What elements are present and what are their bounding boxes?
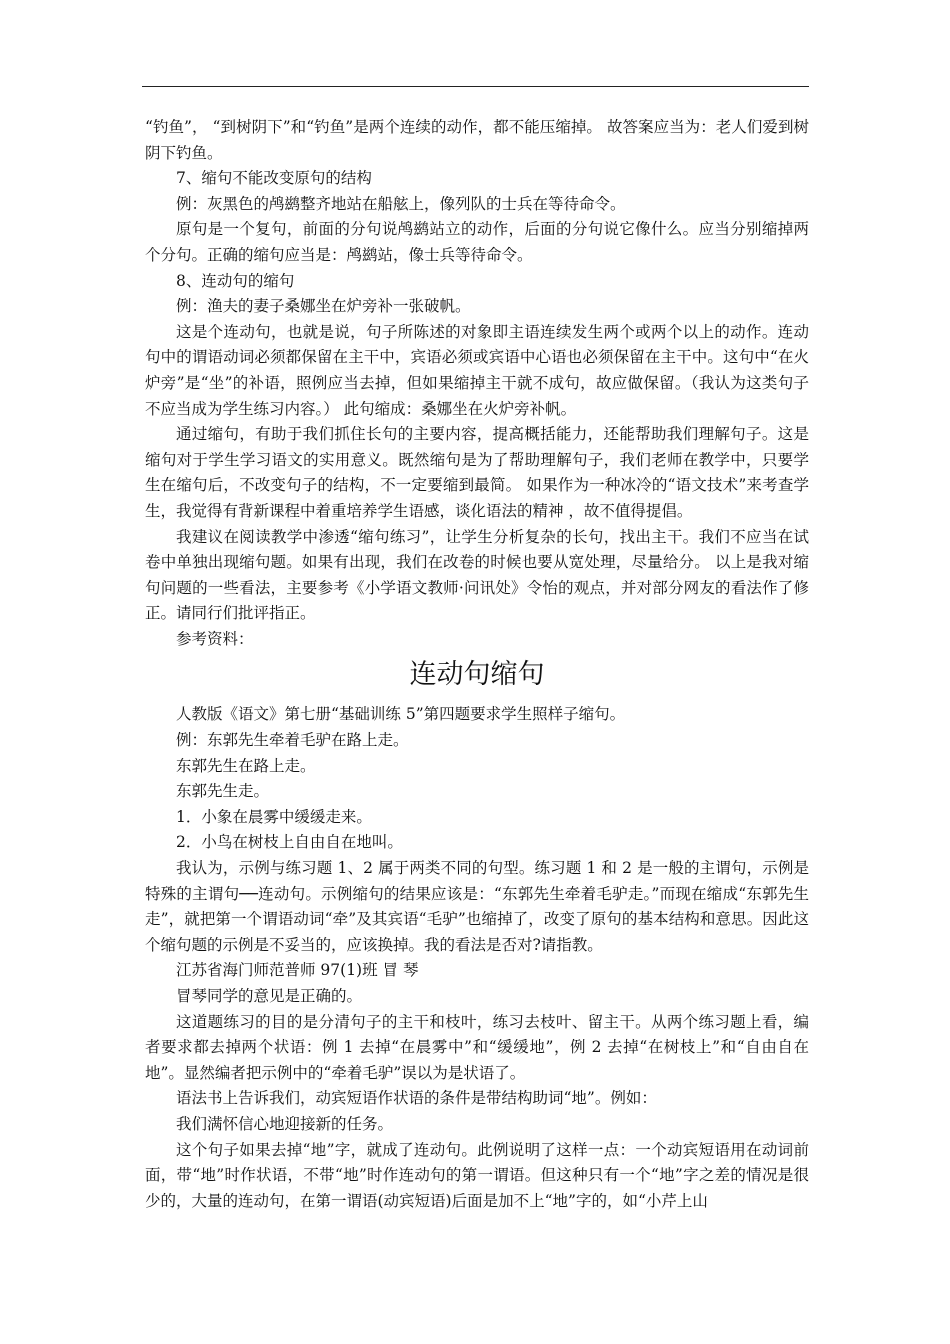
paragraph: 1．小象在晨雾中缓缓走来。: [176, 807, 372, 826]
paragraph: 语法书上告诉我们，动宾短语作状语的条件是带结构助词“地”。例如：: [176, 1089, 657, 1108]
paragraph: 例：灰黑色的鸬鹚整齐地站在船舷上，像列队的士兵在等待命令。: [176, 194, 626, 213]
paragraph: 例：渔夫的妻子桑娜坐在炉旁补一张破帆。: [176, 297, 471, 316]
paragraph: 东郭先生在路上走。: [176, 756, 316, 775]
paragraph: 我认为，示例与练习题 1、2 属于两类不同的句型。练习题 1 和 2 是一般的主谓句，示例是特殊的主谓句──连动句。示例缩句的结果应该是：“东郭先生牵着毛驴走。”而现在缩成“东郭先生走”，就把第一个谓语动词“牵”及其宾语“毛驴”也缩掉了，改变了原句的基本结构和意思。因此这个缩句题的示例是不妥当的，应该换掉。我的看法是否对?请指教。: [145, 859, 809, 954]
paragraph: 原句是一个复句，前面的分句说鸬鹚站立的动作，后面的分句说它像什么。应当分别缩掉两个分句。正确的缩句应当是：鸬鹚站，像士兵等待命令。: [145, 220, 809, 264]
paragraph: 东郭先生走。: [176, 782, 270, 801]
paragraph: 这个句子如果去掉“地”字，就成了连动句。此例说明了这样一点：一个动宾短语用在动词前面，带“地”时作状语，不带“地”时作连动句的第一谓语。但这种只有一个“地”字之差的情况是很少的，大量的连动句，在第一谓语(动宾短语)后面是加不上“地”字的，如“小芹上山: [145, 1140, 809, 1210]
paragraph: 参考资料：: [176, 629, 254, 648]
paragraph: 这是个连动句，也就是说，句子所陈述的对象即主语连续发生两个或两个以上的动作。连动句中的谓语动词必须都保留在主干中，宾语必须或宾语中心语也必须保留在主干中。这句中“在火炉旁”是“坐”的补语，照例应当去掉，但如果缩掉主干就不成句，故应做保留。（我认为这类句子不应当成为学生练习内容。） 此句缩成：桑娜坐在火炉旁补帆。: [145, 322, 809, 418]
paragraph: 人教版《语文》第七册“基础训练 5”第四题要求学生照样子缩句。: [176, 705, 626, 724]
paragraph: 冒琴同学的意见是正确的。: [176, 987, 363, 1005]
header-rule: [142, 86, 809, 87]
section-part2: [145, 702, 809, 1214]
paragraph: 2．小鸟在树枝上自由自在地叫。: [176, 833, 403, 852]
paragraph: “钓鱼”， “到树阴下”和“钓鱼”是两个连续的动作，都不能压缩掉。 故答案应当为：老人们爱到树阴下钓鱼。: [145, 118, 809, 162]
paragraph: 7、缩句不能改变原句的结构: [176, 169, 372, 188]
paragraph: 8、连动句的缩句: [176, 271, 295, 290]
section-part1: [145, 115, 809, 652]
paragraph: 这道题练习的目的是分清句子的主干和枝叶，练习去枝叶、留主干。从两个练习题上看，编者要求都去掉两个状语：例 1 去掉“在晨雾中”和“缓缓地”，例 2 去掉“在树枝上”和“自由自在地”。显然编者把示例中的“牵着毛驴”误以为是状语了。: [145, 1012, 809, 1082]
paragraph: 通过缩句，有助于我们抓住长句的主要内容，提高概括能力，还能帮助我们理解句子。这是缩句对于学生学习语文的实用意义。既然缩句是为了帮助理解句子，我们老师在教学中，只要学生在缩句后，不改变句子的结构，不一定要缩到最简。 如果作为一种冰冷的“语文技术”来考查学生，我觉得有背新课程中着重培养学生语感，谈化语法的精神 ，故不值得提倡。: [145, 425, 809, 520]
document-body: [145, 115, 809, 1214]
paragraph: 江苏省海门师范普师 97(1)班 冒 琴: [176, 961, 419, 980]
paragraph: 例：东郭先生牵着毛驴在路上走。: [176, 731, 409, 750]
section-title: 连动句缩句: [409, 659, 545, 691]
paragraph: 我们满怀信心地迎接新的任务。: [176, 1114, 394, 1133]
paragraph: 我建议在阅读教学中渗透“缩句练习”，让学生分析复杂的长句，找出主干。我们不应当在试卷中单独出现缩句题。如果有出现，我们在改卷的时候也要从宽处理，尽量给分。 以上是我对缩句问题的一些看法，主要参考《小学语文教师·问讯处》令怡的观点，并对部分网友的看法作了修正。请同行们批评指正。: [145, 527, 809, 623]
